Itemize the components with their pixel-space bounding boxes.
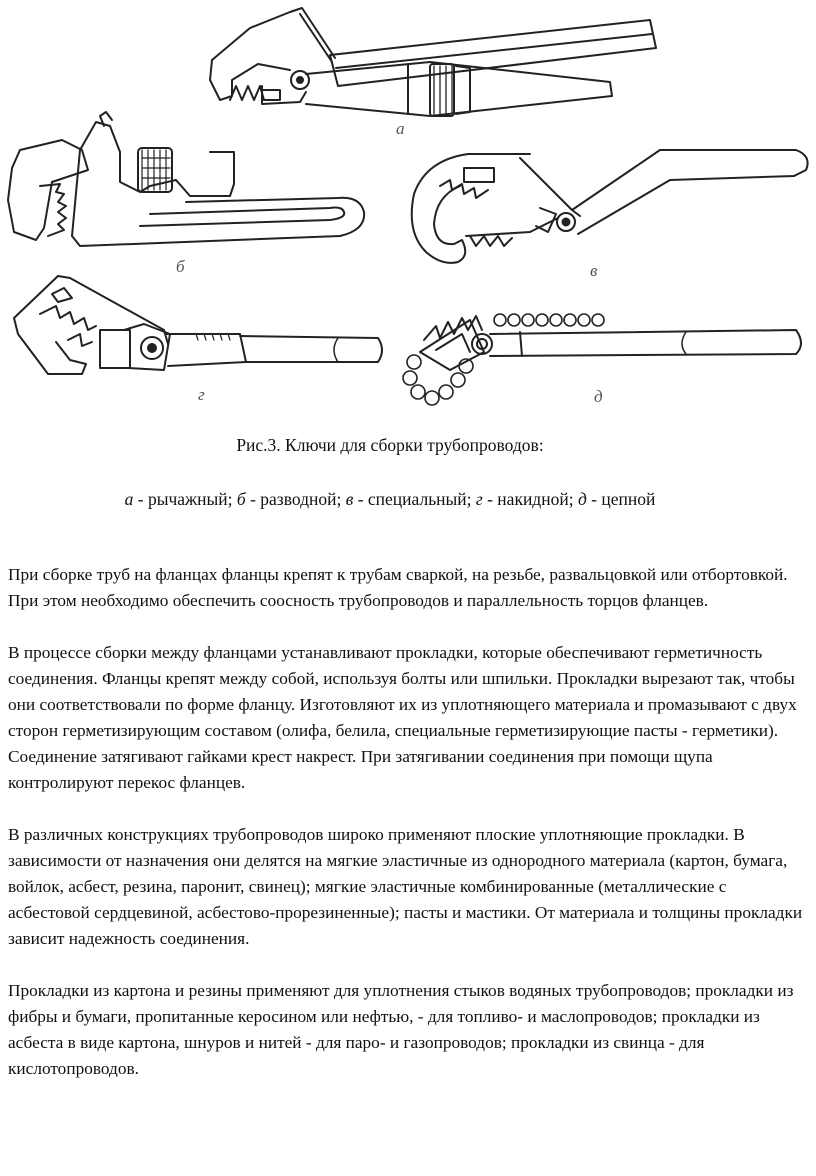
paragraph: При сборке труб на фланцах фланцы крепят к трубам сваркой, на резьбе, развальцовкой или отбортовкой. При этом необходимо обеспечить соосность трубопроводов и параллельность торцов фланцев.	[8, 565, 788, 610]
legend-item-b: б - разводной;	[236, 489, 346, 509]
figure-label-v: в	[590, 261, 598, 280]
legend-item-a: а - рычажный;	[124, 489, 237, 509]
figure-label-a: а	[396, 119, 405, 138]
special-wrench-drawing	[412, 150, 808, 280]
hook-wrench-drawing	[14, 276, 382, 404]
paragraph: В различных конструкциях трубопроводов широко применяют плоские уплотняющие прокладки. В зависимости от назначения они делятся на мягкие эластичные из однородного материала (картон, бумага, войлок, асбест, резина, паронит, свинец); мягкие эластичные комбинированные (металлические с асбестовой сердцевиной, асбестово-прорезиненные); пасты и мастики. От материала и толщины прокладки зависит надежность соединения.	[8, 825, 803, 948]
lever-wrench-drawing	[210, 8, 656, 138]
figure-label-g: г	[198, 385, 205, 404]
figure-label-b: б	[176, 257, 185, 276]
figure-legend	[0, 486, 780, 512]
chain-wrench-drawing	[403, 314, 801, 406]
figure-caption: Рис.3. Ключи для сборки трубопроводов:	[236, 435, 544, 455]
paragraph: В процессе сборки между фланцами устанавливают прокладки, которые обеспечивают герметичность соединения. Фланцы крепят между собой, используя болты или шпильки. Прокладки вырезают так, чтобы они соответствовали по форме фланцу. Изготовляют их из уплотняющего материала и промазывают с двух сторон герметизирующим составом (олифа, белила, специальные герметизирующие пасты - герметики). Соединение затягивают гайками крест накрест. При затягивании соединения при помощи щупа контролируют перекос фланцев.	[8, 643, 797, 792]
legend-item-v: в - специальный;	[345, 489, 476, 509]
document-body	[8, 562, 808, 1108]
paragraph: Прокладки из картона и резины применяют для уплотнения стыков водяных трубопроводов; прокладки из фибры и бумаги, пропитанные керосином или нефтью, - для топливо- и маслопроводов; прокладки из асбеста в виде картона, шнуров и нитей - для паро- и газопроводов; прокладки из свинца - для кислотопроводов.	[8, 981, 794, 1078]
figure-label-d: д	[594, 387, 603, 406]
wrench-figure	[0, 0, 816, 420]
legend-item-d: д - цепной	[577, 489, 656, 509]
legend-item-g: г - накидной;	[475, 489, 578, 509]
adjustable-wrench-drawing	[8, 112, 364, 276]
